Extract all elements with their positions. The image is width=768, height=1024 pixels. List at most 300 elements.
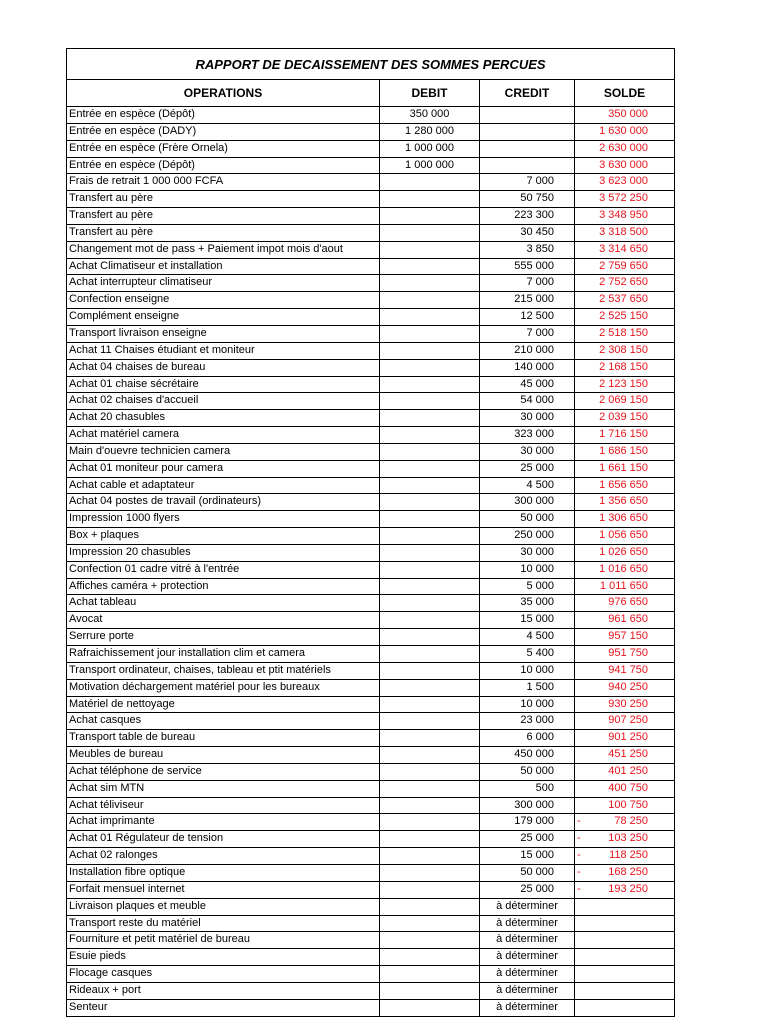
solde-value: 907 250 <box>608 714 649 727</box>
credit-cell: 30 000 <box>480 544 575 561</box>
debit-cell: 1 000 000 <box>380 140 480 157</box>
credit-cell: 10 000 <box>480 662 575 679</box>
solde-value: 2 308 150 <box>599 343 649 356</box>
solde-cell <box>575 696 675 713</box>
solde-value: 118 250 <box>609 849 649 862</box>
table-row <box>67 898 675 915</box>
solde-cell <box>575 309 675 326</box>
operation-cell: Transport livraison enseigne <box>67 325 380 342</box>
solde-value: 941 750 <box>608 663 649 676</box>
debit-cell <box>380 258 480 275</box>
operation-cell: Affiches caméra + protection <box>67 578 380 595</box>
credit-cell: 323 000 <box>480 427 575 444</box>
solde-value: 1 016 650 <box>599 562 649 575</box>
table-row <box>67 949 675 966</box>
solde-value: 3 623 000 <box>599 175 649 188</box>
credit-cell: 15 000 <box>480 848 575 865</box>
operation-cell: Motivation déchargement matériel pour les bureaux <box>67 679 380 696</box>
credit-cell: 25 000 <box>480 460 575 477</box>
solde-cell <box>575 629 675 646</box>
table-row <box>67 258 675 275</box>
operation-cell: Achat 01 chaise sécrétaire <box>67 376 380 393</box>
debit-cell <box>380 763 480 780</box>
debit-cell <box>380 881 480 898</box>
operation-cell: Achat 04 chaises de bureau <box>67 359 380 376</box>
solde-cell <box>575 747 675 764</box>
operation-cell: Achat 02 ralonges <box>67 848 380 865</box>
credit-cell: 15 000 <box>480 612 575 629</box>
table-row <box>67 932 675 949</box>
operation-cell: Livraison plaques et meuble <box>67 898 380 915</box>
table-row <box>67 662 675 679</box>
debit-cell <box>380 342 480 359</box>
solde-cell <box>575 831 675 848</box>
credit-cell: à déterminer <box>480 949 575 966</box>
operation-cell: Transport table de bureau <box>67 730 380 747</box>
operation-cell: Forfait mensuel internet <box>67 881 380 898</box>
negative-sign: - <box>577 815 581 828</box>
solde-cell <box>575 528 675 545</box>
debit-cell <box>380 864 480 881</box>
solde-cell <box>575 123 675 140</box>
debit-cell <box>380 848 480 865</box>
credit-cell: 223 300 <box>480 208 575 225</box>
solde-value: 1 056 650 <box>599 529 649 542</box>
credit-cell: 30 000 <box>480 443 575 460</box>
debit-cell <box>380 460 480 477</box>
solde-value: 2 123 150 <box>599 377 649 390</box>
solde-cell <box>575 578 675 595</box>
debit-cell <box>380 747 480 764</box>
operation-cell: Installation fibre optique <box>67 864 380 881</box>
table-row <box>67 224 675 241</box>
credit-cell: 12 500 <box>480 309 575 326</box>
solde-value: 401 250 <box>608 764 649 777</box>
table-row <box>67 157 675 174</box>
solde-value: 1 356 650 <box>599 495 649 508</box>
credit-cell: 450 000 <box>480 747 575 764</box>
table-row <box>67 578 675 595</box>
operation-cell: Achat 04 postes de travail (ordinateurs) <box>67 494 380 511</box>
solde-cell <box>575 107 675 124</box>
solde-value: 103 250 <box>608 832 649 845</box>
table-row <box>67 208 675 225</box>
debit-cell <box>380 544 480 561</box>
credit-cell: 6 000 <box>480 730 575 747</box>
solde-value: 940 250 <box>608 680 649 693</box>
solde-cell <box>575 595 675 612</box>
operation-cell: Avocat <box>67 612 380 629</box>
debit-cell <box>380 561 480 578</box>
credit-cell: à déterminer <box>480 999 575 1016</box>
table-row <box>67 747 675 764</box>
solde-cell <box>575 999 675 1016</box>
debit-cell <box>380 629 480 646</box>
table-row <box>67 848 675 865</box>
table-row <box>67 679 675 696</box>
operation-cell: Transfert au père <box>67 208 380 225</box>
solde-value: 350 000 <box>608 108 649 120</box>
solde-value: 1 306 650 <box>599 512 649 525</box>
table-row <box>67 713 675 730</box>
operation-cell: Achat 20 chasubles <box>67 410 380 427</box>
operation-cell: Impression 20 chasubles <box>67 544 380 561</box>
debit-cell <box>380 966 480 983</box>
solde-value: 976 650 <box>608 596 649 609</box>
debit-cell <box>380 410 480 427</box>
solde-cell <box>575 494 675 511</box>
table-row <box>67 881 675 898</box>
credit-cell: 4 500 <box>480 629 575 646</box>
operation-cell: Achat sim MTN <box>67 780 380 797</box>
table-row <box>67 629 675 646</box>
solde-cell <box>575 713 675 730</box>
solde-cell <box>575 814 675 831</box>
solde-value: 2 630 000 <box>599 141 649 154</box>
debit-cell: 1 280 000 <box>380 123 480 140</box>
debit-cell <box>380 898 480 915</box>
debit-cell <box>380 174 480 191</box>
solde-cell <box>575 730 675 747</box>
table-row <box>67 696 675 713</box>
negative-sign: - <box>577 832 581 845</box>
table-row <box>67 797 675 814</box>
table-row <box>67 528 675 545</box>
credit-cell <box>480 107 575 124</box>
debit-cell <box>380 309 480 326</box>
debit-cell <box>380 511 480 528</box>
solde-value: 1 686 150 <box>599 444 649 457</box>
solde-cell <box>575 780 675 797</box>
solde-cell <box>575 848 675 865</box>
credit-cell: 10 000 <box>480 696 575 713</box>
operation-cell: Matériel de nettoyage <box>67 696 380 713</box>
solde-value: 451 250 <box>608 748 649 761</box>
operation-cell: Rideaux + port <box>67 982 380 999</box>
solde-cell <box>575 477 675 494</box>
table-row <box>67 831 675 848</box>
solde-value: 3 630 000 <box>599 158 649 171</box>
solde-cell <box>575 241 675 258</box>
column-header-debit: DEBIT <box>380 80 480 107</box>
solde-cell <box>575 763 675 780</box>
solde-value: 2 069 150 <box>599 394 649 407</box>
table-row <box>67 561 675 578</box>
operation-cell: Achat tableau <box>67 595 380 612</box>
operation-cell: Transfert au père <box>67 191 380 208</box>
debit-cell <box>380 814 480 831</box>
debit-cell <box>380 696 480 713</box>
credit-cell: 50 000 <box>480 763 575 780</box>
solde-value: 2 759 650 <box>599 259 649 272</box>
credit-cell: 140 000 <box>480 359 575 376</box>
operation-cell: Box + plaques <box>67 528 380 545</box>
column-header-credit: CREDIT <box>480 80 575 107</box>
debit-cell <box>380 679 480 696</box>
solde-value: 1 026 650 <box>599 545 649 558</box>
solde-cell <box>575 292 675 309</box>
solde-value: 1 630 000 <box>599 124 649 137</box>
operation-cell: Achat 02 chaises d'accueil <box>67 393 380 410</box>
credit-cell: 25 000 <box>480 831 575 848</box>
credit-cell: 50 750 <box>480 191 575 208</box>
debit-cell <box>380 780 480 797</box>
credit-cell: 7 000 <box>480 275 575 292</box>
table-row <box>67 511 675 528</box>
solde-cell <box>575 275 675 292</box>
operation-cell: Entrée en espèce (Dépôt) <box>67 107 380 124</box>
solde-cell <box>575 174 675 191</box>
operation-cell: Senteur <box>67 999 380 1016</box>
credit-cell: 4 500 <box>480 477 575 494</box>
credit-cell: 300 000 <box>480 494 575 511</box>
solde-cell <box>575 932 675 949</box>
solde-value: 957 150 <box>608 630 649 643</box>
debit-cell <box>380 797 480 814</box>
credit-cell: à déterminer <box>480 915 575 932</box>
table-row <box>67 814 675 831</box>
table-row <box>67 191 675 208</box>
solde-value: 1 716 150 <box>599 428 649 441</box>
operation-cell: Transport reste du matériel <box>67 915 380 932</box>
report-rows <box>67 107 675 1017</box>
solde-value: 2 518 150 <box>599 326 649 339</box>
operation-cell: Achat téléphone de service <box>67 763 380 780</box>
table-row <box>67 275 675 292</box>
debit-cell <box>380 443 480 460</box>
table-row <box>67 915 675 932</box>
solde-value: 1 656 650 <box>599 478 649 491</box>
disbursement-report-table <box>66 48 675 1017</box>
solde-cell <box>575 460 675 477</box>
solde-value: 2 537 650 <box>599 293 649 306</box>
operation-cell: Flocage casques <box>67 966 380 983</box>
debit-cell <box>380 713 480 730</box>
table-row <box>67 999 675 1016</box>
debit-cell: 350 000 <box>380 107 480 124</box>
solde-cell <box>575 325 675 342</box>
table-row <box>67 376 675 393</box>
table-row <box>67 460 675 477</box>
debit-cell <box>380 376 480 393</box>
debit-cell <box>380 915 480 932</box>
debit-cell <box>380 932 480 949</box>
debit-cell <box>380 224 480 241</box>
debit-cell <box>380 427 480 444</box>
operation-cell: Entrée en espèce (Frère Ornela) <box>67 140 380 157</box>
debit-cell <box>380 325 480 342</box>
debit-cell <box>380 275 480 292</box>
operation-cell: Rafraichissement jour installation clim et camera <box>67 646 380 663</box>
credit-cell: 179 000 <box>480 814 575 831</box>
solde-cell <box>575 561 675 578</box>
credit-cell: 555 000 <box>480 258 575 275</box>
solde-cell <box>575 915 675 932</box>
table-row <box>67 966 675 983</box>
debit-cell <box>380 646 480 663</box>
credit-cell: 215 000 <box>480 292 575 309</box>
credit-cell: 5 000 <box>480 578 575 595</box>
credit-cell: 7 000 <box>480 325 575 342</box>
credit-cell: 500 <box>480 780 575 797</box>
solde-cell <box>575 982 675 999</box>
solde-cell <box>575 443 675 460</box>
solde-cell <box>575 191 675 208</box>
credit-cell: 30 450 <box>480 224 575 241</box>
table-row <box>67 174 675 191</box>
operation-cell: Achat matériel camera <box>67 427 380 444</box>
operation-cell: Achat cable et adaptateur <box>67 477 380 494</box>
table-row <box>67 646 675 663</box>
operation-cell: Achat imprimante <box>67 814 380 831</box>
solde-value: 193 250 <box>608 882 649 895</box>
solde-value: 3 314 650 <box>599 242 649 255</box>
table-row <box>67 730 675 747</box>
solde-cell <box>575 427 675 444</box>
solde-value: 930 250 <box>608 697 649 710</box>
operation-cell: Transport ordinateur, chaises, tableau et ptit matériels <box>67 662 380 679</box>
credit-cell: 50 000 <box>480 511 575 528</box>
operation-cell: Impression 1000 flyers <box>67 511 380 528</box>
operation-cell: Transfert au père <box>67 224 380 241</box>
solde-cell <box>575 544 675 561</box>
credit-cell: 210 000 <box>480 342 575 359</box>
solde-cell <box>575 949 675 966</box>
table-row <box>67 595 675 612</box>
solde-value: 901 250 <box>608 731 649 744</box>
solde-cell <box>575 342 675 359</box>
column-header-solde: SOLDE <box>575 80 675 107</box>
solde-value: 2 525 150 <box>599 310 649 323</box>
table-row <box>67 864 675 881</box>
operation-cell: Meubles de bureau <box>67 747 380 764</box>
solde-value: 2 168 150 <box>599 360 649 373</box>
solde-cell <box>575 410 675 427</box>
debit-cell <box>380 393 480 410</box>
operation-cell: Achat téliviseur <box>67 797 380 814</box>
operation-cell: Esuie pieds <box>67 949 380 966</box>
operation-cell: Entrée en espèce (Dépôt) <box>67 157 380 174</box>
solde-cell <box>575 881 675 898</box>
solde-cell <box>575 966 675 983</box>
credit-cell: 23 000 <box>480 713 575 730</box>
operation-cell: Complément enseigne <box>67 309 380 326</box>
credit-cell: 10 000 <box>480 561 575 578</box>
solde-value: 3 572 250 <box>599 192 649 205</box>
solde-cell <box>575 511 675 528</box>
credit-cell: 54 000 <box>480 393 575 410</box>
debit-cell <box>380 595 480 612</box>
credit-cell: 25 000 <box>480 881 575 898</box>
operation-cell: Achat interrupteur climatiseur <box>67 275 380 292</box>
table-row <box>67 544 675 561</box>
solde-cell <box>575 662 675 679</box>
negative-sign: - <box>577 849 581 862</box>
operation-cell: Achat 01 moniteur pour camera <box>67 460 380 477</box>
operation-cell: Achat Climatiseur et installation <box>67 258 380 275</box>
credit-cell: 250 000 <box>480 528 575 545</box>
report-title: RAPPORT DE DECAISSEMENT DES SOMMES PERCUES <box>67 49 675 80</box>
solde-value: 100 750 <box>608 798 649 811</box>
credit-cell: 45 000 <box>480 376 575 393</box>
credit-cell: à déterminer <box>480 932 575 949</box>
table-row <box>67 123 675 140</box>
table-row <box>67 309 675 326</box>
credit-cell <box>480 157 575 174</box>
operation-cell: Achat casques <box>67 713 380 730</box>
operation-cell: Main d'ouevre technicien camera <box>67 443 380 460</box>
table-row <box>67 393 675 410</box>
table-row <box>67 982 675 999</box>
solde-value: 3 348 950 <box>599 209 649 222</box>
table-row <box>67 443 675 460</box>
credit-cell: 7 000 <box>480 174 575 191</box>
solde-cell <box>575 612 675 629</box>
negative-sign: - <box>577 882 581 895</box>
table-row <box>67 427 675 444</box>
debit-cell <box>380 999 480 1016</box>
credit-cell: à déterminer <box>480 966 575 983</box>
solde-value: 1 661 150 <box>599 461 649 474</box>
operation-cell: Confection enseigne <box>67 292 380 309</box>
debit-cell <box>380 477 480 494</box>
table-row <box>67 763 675 780</box>
solde-cell <box>575 157 675 174</box>
solde-cell <box>575 359 675 376</box>
debit-cell <box>380 831 480 848</box>
debit-cell <box>380 528 480 545</box>
solde-value: 1 011 650 <box>599 579 649 592</box>
debit-cell: 1 000 000 <box>380 157 480 174</box>
solde-value: 2 752 650 <box>599 276 649 289</box>
table-row <box>67 359 675 376</box>
operation-cell: Fourniture et petit matériel de bureau <box>67 932 380 949</box>
credit-cell: 1 500 <box>480 679 575 696</box>
negative-sign: - <box>577 865 581 878</box>
debit-cell <box>380 949 480 966</box>
credit-cell: 3 850 <box>480 241 575 258</box>
solde-value: 78 250 <box>614 815 649 828</box>
solde-cell <box>575 864 675 881</box>
operation-cell: Achat 01 Régulateur de tension <box>67 831 380 848</box>
debit-cell <box>380 578 480 595</box>
solde-cell <box>575 797 675 814</box>
solde-cell <box>575 898 675 915</box>
credit-cell <box>480 140 575 157</box>
solde-cell <box>575 224 675 241</box>
solde-cell <box>575 140 675 157</box>
operation-cell: Entrée en espèce (DADY) <box>67 123 380 140</box>
debit-cell <box>380 494 480 511</box>
table-row <box>67 342 675 359</box>
table-row <box>67 107 675 124</box>
solde-value: 961 650 <box>608 613 649 626</box>
table-row <box>67 612 675 629</box>
debit-cell <box>380 359 480 376</box>
operation-cell: Frais de retrait 1 000 000 FCFA <box>67 174 380 191</box>
credit-cell: à déterminer <box>480 898 575 915</box>
solde-value: 2 039 150 <box>599 411 649 424</box>
credit-cell: 30 000 <box>480 410 575 427</box>
solde-cell <box>575 679 675 696</box>
credit-cell <box>480 123 575 140</box>
table-row <box>67 494 675 511</box>
solde-cell <box>575 258 675 275</box>
column-header-operations: OPERATIONS <box>67 80 380 107</box>
table-row <box>67 780 675 797</box>
debit-cell <box>380 208 480 225</box>
table-row <box>67 410 675 427</box>
